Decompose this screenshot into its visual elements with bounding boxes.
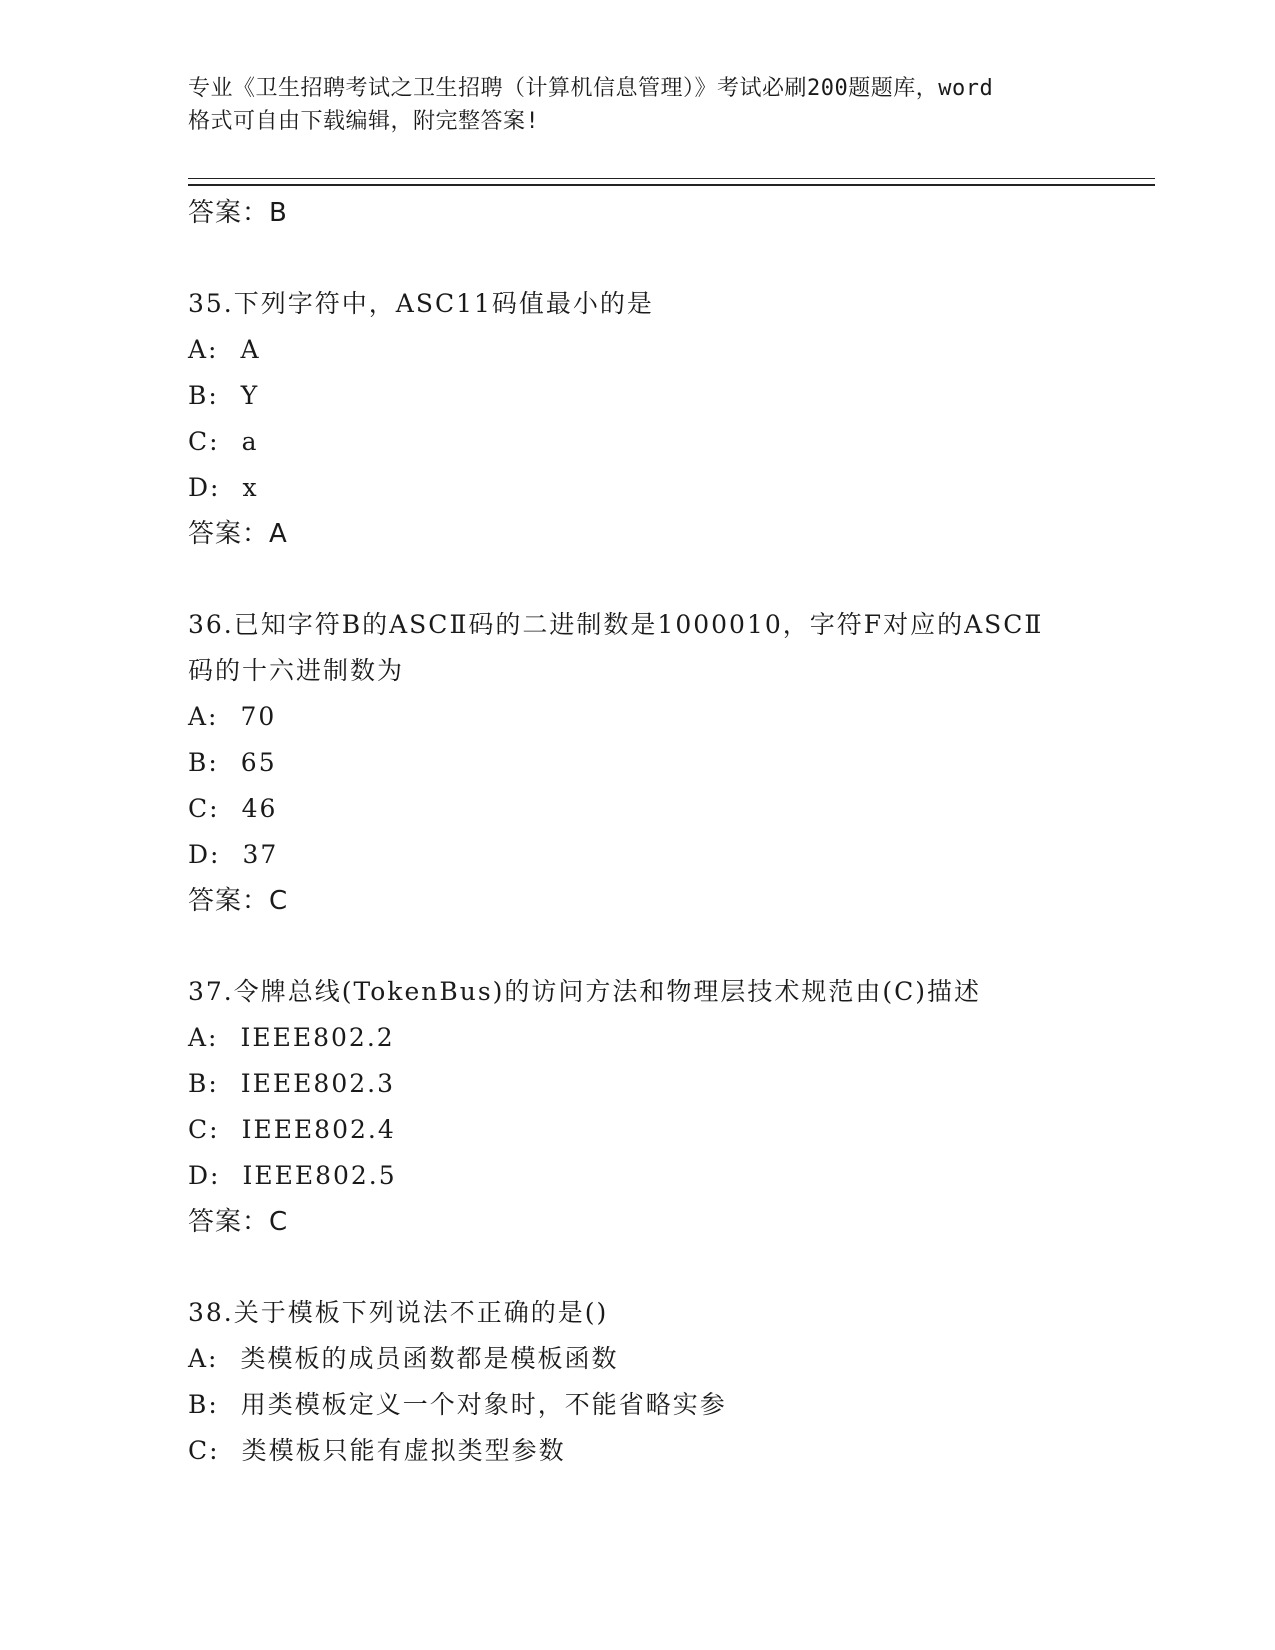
option-text: 类模板的成员函数都是模板函数 xyxy=(240,1344,619,1373)
option-letter: C: xyxy=(188,1436,220,1465)
option-text: x xyxy=(242,473,259,502)
previous-answer: 答案：B xyxy=(188,198,288,228)
option-letter: D: xyxy=(188,840,221,869)
answer-option xyxy=(188,832,1108,878)
answer-option xyxy=(188,373,1108,419)
spacer xyxy=(188,924,1108,969)
question-stem: 36.已知字符B的ASCⅡ码的二进制数是1000010，字符F对应的ASCⅡ xyxy=(188,610,1044,639)
spacer xyxy=(188,236,1108,281)
option-letter: B: xyxy=(188,381,219,410)
option-letter: C: xyxy=(188,427,220,456)
option-letter: A: xyxy=(188,1023,219,1052)
option-letter: B: xyxy=(188,748,219,777)
question-block xyxy=(188,281,1108,602)
option-letter: A: xyxy=(188,335,219,364)
answer-option xyxy=(188,1382,1108,1428)
option-text: Y xyxy=(240,381,260,410)
option-text: 46 xyxy=(241,794,278,823)
answer-option xyxy=(188,1061,1108,1107)
option-text: IEEE802.3 xyxy=(240,1069,395,1098)
option-text: IEEE802.2 xyxy=(240,1023,395,1052)
option-letter: C: xyxy=(188,794,220,823)
option-text: 70 xyxy=(240,702,277,731)
answer-option xyxy=(188,419,1108,465)
option-text: IEEE802.5 xyxy=(242,1161,397,1190)
option-letter: D: xyxy=(188,1161,221,1190)
question-block xyxy=(188,969,1108,1290)
answer-option xyxy=(188,327,1108,373)
spacer xyxy=(188,1245,1108,1290)
question-stem: 35.下列字符中，ASC11码值最小的是 xyxy=(188,289,654,318)
document-header xyxy=(188,72,1088,138)
answer-key: 答案：C xyxy=(188,886,289,916)
question-block xyxy=(188,602,1108,969)
header-divider-top xyxy=(188,178,1155,179)
option-text: 37 xyxy=(242,840,279,869)
question-stem: 码的十六进制数为 xyxy=(188,656,405,685)
option-letter: A: xyxy=(188,1344,219,1373)
option-text: IEEE802.4 xyxy=(241,1115,396,1144)
option-letter: C: xyxy=(188,1115,220,1144)
option-letter: D: xyxy=(188,473,221,502)
option-text: 类模板只能有虚拟类型参数 xyxy=(241,1436,566,1465)
header-title-line-2: 格式可自由下载编辑，附完整答案! xyxy=(188,109,540,134)
question-list xyxy=(188,190,1108,1474)
answer-key: 答案：A xyxy=(188,519,288,549)
answer-option xyxy=(188,1336,1108,1382)
question-block xyxy=(188,1290,1108,1474)
header-divider-bottom xyxy=(188,184,1155,186)
header-title-line-1: 专业《卫生招聘考试之卫生招聘（计算机信息管理）》考试必刷200题题库，word xyxy=(188,76,994,101)
questions-container xyxy=(188,281,1108,1474)
option-text: A xyxy=(240,335,261,364)
answer-option xyxy=(188,740,1108,786)
option-text: a xyxy=(241,427,259,456)
answer-option xyxy=(188,465,1108,511)
option-text: 65 xyxy=(240,748,277,777)
option-letter: B: xyxy=(188,1069,219,1098)
answer-option xyxy=(188,1153,1108,1199)
answer-option xyxy=(188,694,1108,740)
answer-option xyxy=(188,1107,1108,1153)
answer-key: 答案：C xyxy=(188,1207,289,1237)
answer-option xyxy=(188,1428,1108,1474)
option-text: 用类模板定义一个对象时，不能省略实参 xyxy=(240,1390,727,1419)
question-stem: 37.令牌总线(TokenBus)的访问方法和物理层技术规范由(C)描述 xyxy=(188,977,982,1006)
answer-option xyxy=(188,786,1108,832)
question-stem: 38.关于模板下列说法不正确的是() xyxy=(188,1298,609,1327)
answer-option xyxy=(188,1015,1108,1061)
option-letter: A: xyxy=(188,702,219,731)
spacer xyxy=(188,557,1108,602)
option-letter: B: xyxy=(188,1390,219,1419)
